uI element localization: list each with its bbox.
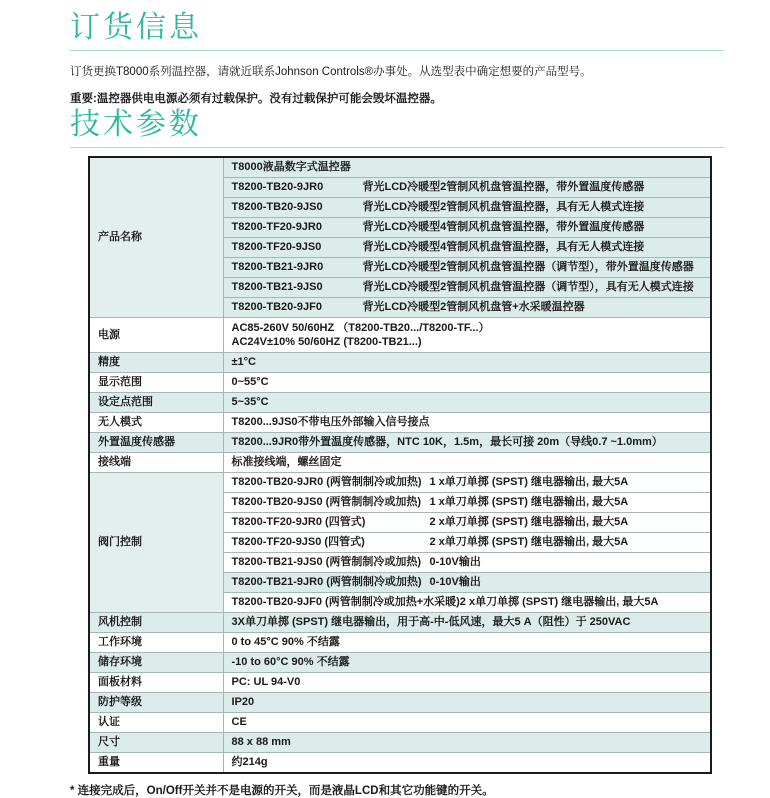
spec-row bbox=[89, 353, 711, 373]
model-number: T8200-TB21-9JR0 bbox=[231, 261, 324, 273]
model-number: T8200-TB20-9JS0 (两管制制冷或加热) bbox=[231, 496, 421, 508]
spec-label: 工作环境 bbox=[89, 633, 223, 653]
model-number: T8000液晶数字式温控器 bbox=[231, 161, 351, 173]
spec-label: 防护等级 bbox=[89, 693, 223, 713]
technical-specs-title: 技术参数 bbox=[70, 108, 202, 141]
spec-row bbox=[89, 473, 711, 493]
model-number: T8200-TB20-9JS0 bbox=[231, 201, 323, 213]
ordering-info-title: 订货信息 bbox=[70, 11, 202, 44]
ordering-important-text: 重要:温控器供电电源必须有过载保护。没有过载保护可能会毁坏温控器。 bbox=[70, 93, 442, 105]
model-description: 背光LCD冷暖型2管制风机盘管+水采暖温控器 bbox=[362, 301, 585, 313]
spec-value bbox=[223, 533, 711, 553]
spec-row bbox=[89, 753, 711, 774]
model-description: 0-10V输出 bbox=[429, 576, 481, 588]
spec-row bbox=[89, 413, 711, 433]
spec-label: 无人模式 bbox=[89, 413, 223, 433]
spec-value bbox=[223, 218, 711, 238]
spec-value bbox=[223, 278, 711, 298]
spec-row bbox=[89, 318, 711, 353]
spec-label: 储存环境 bbox=[89, 653, 223, 673]
spec-label: 尺寸 bbox=[89, 733, 223, 753]
spec-label: 风机控制 bbox=[89, 613, 223, 633]
model-number: T8200-TF20-9JS0 (四管式) bbox=[231, 536, 365, 548]
spec-value: 0 to 45°C 90% 不结露 bbox=[223, 633, 711, 653]
model-number: T8200-TB21-9JS0 bbox=[231, 281, 323, 293]
spec-value bbox=[223, 198, 711, 218]
spec-value: CE bbox=[223, 713, 711, 733]
spec-value bbox=[223, 298, 711, 318]
model-number: T8200-TB20-9JF0 bbox=[231, 301, 322, 313]
model-number: T8200-TF20-9JR0 (四管式) bbox=[231, 516, 366, 528]
model-description: 1 x单刀单掷 (SPST) 继电器输出, 最大5A bbox=[429, 496, 629, 508]
spec-value: ±1°C bbox=[223, 353, 711, 373]
spec-row bbox=[89, 713, 711, 733]
spec-value bbox=[223, 493, 711, 513]
spec-table bbox=[88, 156, 712, 774]
spec-value bbox=[223, 553, 711, 573]
model-number: T8200-TB20-9JR0 bbox=[231, 181, 324, 193]
spec-row bbox=[89, 633, 711, 653]
spec-label: 外置温度传感器 bbox=[89, 433, 223, 453]
spec-row bbox=[89, 693, 711, 713]
spec-value bbox=[223, 258, 711, 278]
model-description: 背光LCD冷暖型4管制风机盘管温控器，具有无人模式连接 bbox=[362, 241, 645, 253]
spec-value: T8200...9JS0不带电压外部输入信号接点 bbox=[223, 413, 711, 433]
model-number: T8200-TB21-9JS0 (两管制制冷或加热) bbox=[231, 556, 421, 568]
spec-row bbox=[89, 673, 711, 693]
spec-label: 重量 bbox=[89, 753, 223, 774]
ordering-intro-text: 订货更换T8000系列温控器，请就近联系Johnson Controls®办事处。从选型表中确定想要的产品型号。 bbox=[70, 66, 592, 78]
model-description: 1 x单刀单掷 (SPST) 继电器输出, 最大5A bbox=[429, 476, 629, 488]
section-rule bbox=[70, 50, 724, 51]
spec-value bbox=[223, 473, 711, 493]
spec-label: 精度 bbox=[89, 353, 223, 373]
spec-row bbox=[89, 453, 711, 473]
spec-value bbox=[223, 573, 711, 593]
spec-value: PC: UL 94-V0 bbox=[223, 673, 711, 693]
spec-row bbox=[89, 733, 711, 753]
spec-label: 面板材料 bbox=[89, 673, 223, 693]
spec-label: 产品名称 bbox=[89, 157, 223, 318]
model-number: T8200-TF20-9JS0 bbox=[231, 241, 322, 253]
model-description: 0-10V输出 bbox=[429, 556, 481, 568]
spec-row bbox=[89, 433, 711, 453]
model-number: T8200-TB20-9JR0 (两管制制冷或加热) bbox=[231, 476, 422, 488]
model-description: 2 x单刀单掷 (SPST) 继电器输出, 最大5A bbox=[459, 596, 659, 608]
spec-value bbox=[223, 157, 711, 178]
spec-value bbox=[223, 238, 711, 258]
model-description: 2 x单刀单掷 (SPST) 继电器输出, 最大5A bbox=[429, 516, 629, 528]
section-rule bbox=[70, 147, 724, 148]
spec-label: 接线端 bbox=[89, 453, 223, 473]
model-number: T8200-TB20-9JF0 (两管制制冷或加热+水采暖) bbox=[231, 596, 460, 608]
model-description: 背光LCD冷暖型4管制风机盘管温控器，带外置温度传感器 bbox=[362, 221, 645, 233]
model-description: 背光LCD冷暖型2管制风机盘管温控器（调节型），带外置温度传感器 bbox=[362, 261, 694, 273]
spec-value: -10 to 60°C 90% 不结露 bbox=[223, 653, 711, 673]
spec-value: IP20 bbox=[223, 693, 711, 713]
spec-value: 88 x 88 mm bbox=[223, 733, 711, 753]
spec-row bbox=[89, 393, 711, 413]
spec-label: 显示范围 bbox=[89, 373, 223, 393]
spec-value bbox=[223, 318, 711, 353]
power-spec-line: AC24V±10% 50/60HZ (T8200-TB21...) bbox=[231, 336, 422, 348]
spec-label: 设定点范围 bbox=[89, 393, 223, 413]
model-description: 背光LCD冷暖型2管制风机盘管温控器，带外置温度传感器 bbox=[362, 181, 645, 193]
spec-value: 标准接线端，螺丝固定 bbox=[223, 453, 711, 473]
model-description: 背光LCD冷暖型2管制风机盘管温控器（调节型），具有无人模式连接 bbox=[362, 281, 694, 293]
spec-row bbox=[89, 157, 711, 178]
spec-row bbox=[89, 373, 711, 393]
spec-value bbox=[223, 178, 711, 198]
spec-value bbox=[223, 593, 711, 613]
spec-row bbox=[89, 653, 711, 673]
spec-value: 5~35°C bbox=[223, 393, 711, 413]
model-number: T8200-TB21-9JR0 (两管制制冷或加热) bbox=[231, 576, 422, 588]
spec-label: 阀门控制 bbox=[89, 473, 223, 613]
footnote-text: * 连接完成后，On/Off开关并不是电源的开关，而是液晶LCD和其它功能键的开关。 bbox=[70, 785, 494, 797]
spec-value bbox=[223, 513, 711, 533]
model-description: 背光LCD冷暖型2管制风机盘管温控器，具有无人模式连接 bbox=[362, 201, 645, 213]
spec-value: T8200...9JR0带外置温度传感器，NTC 10K，1.5m，最长可接 20m（导线0.7 ~1.0mm） bbox=[223, 433, 711, 453]
spec-value: 3X单刀单掷 (SPST) 继电器输出，用于高-中-低风速，最大5 A（阻性）于 250VAC bbox=[223, 613, 711, 633]
power-spec-line: AC85-260V 50/60HZ （T8200-TB20.../T8200-TF...） bbox=[231, 322, 490, 334]
spec-row bbox=[89, 613, 711, 633]
spec-value: 约214g bbox=[223, 753, 711, 774]
model-description: 2 x单刀单掷 (SPST) 继电器输出, 最大5A bbox=[429, 536, 629, 548]
model-number: T8200-TF20-9JR0 bbox=[231, 221, 322, 233]
spec-label: 电源 bbox=[89, 318, 223, 353]
spec-value: 0~55°C bbox=[223, 373, 711, 393]
spec-label: 认证 bbox=[89, 713, 223, 733]
